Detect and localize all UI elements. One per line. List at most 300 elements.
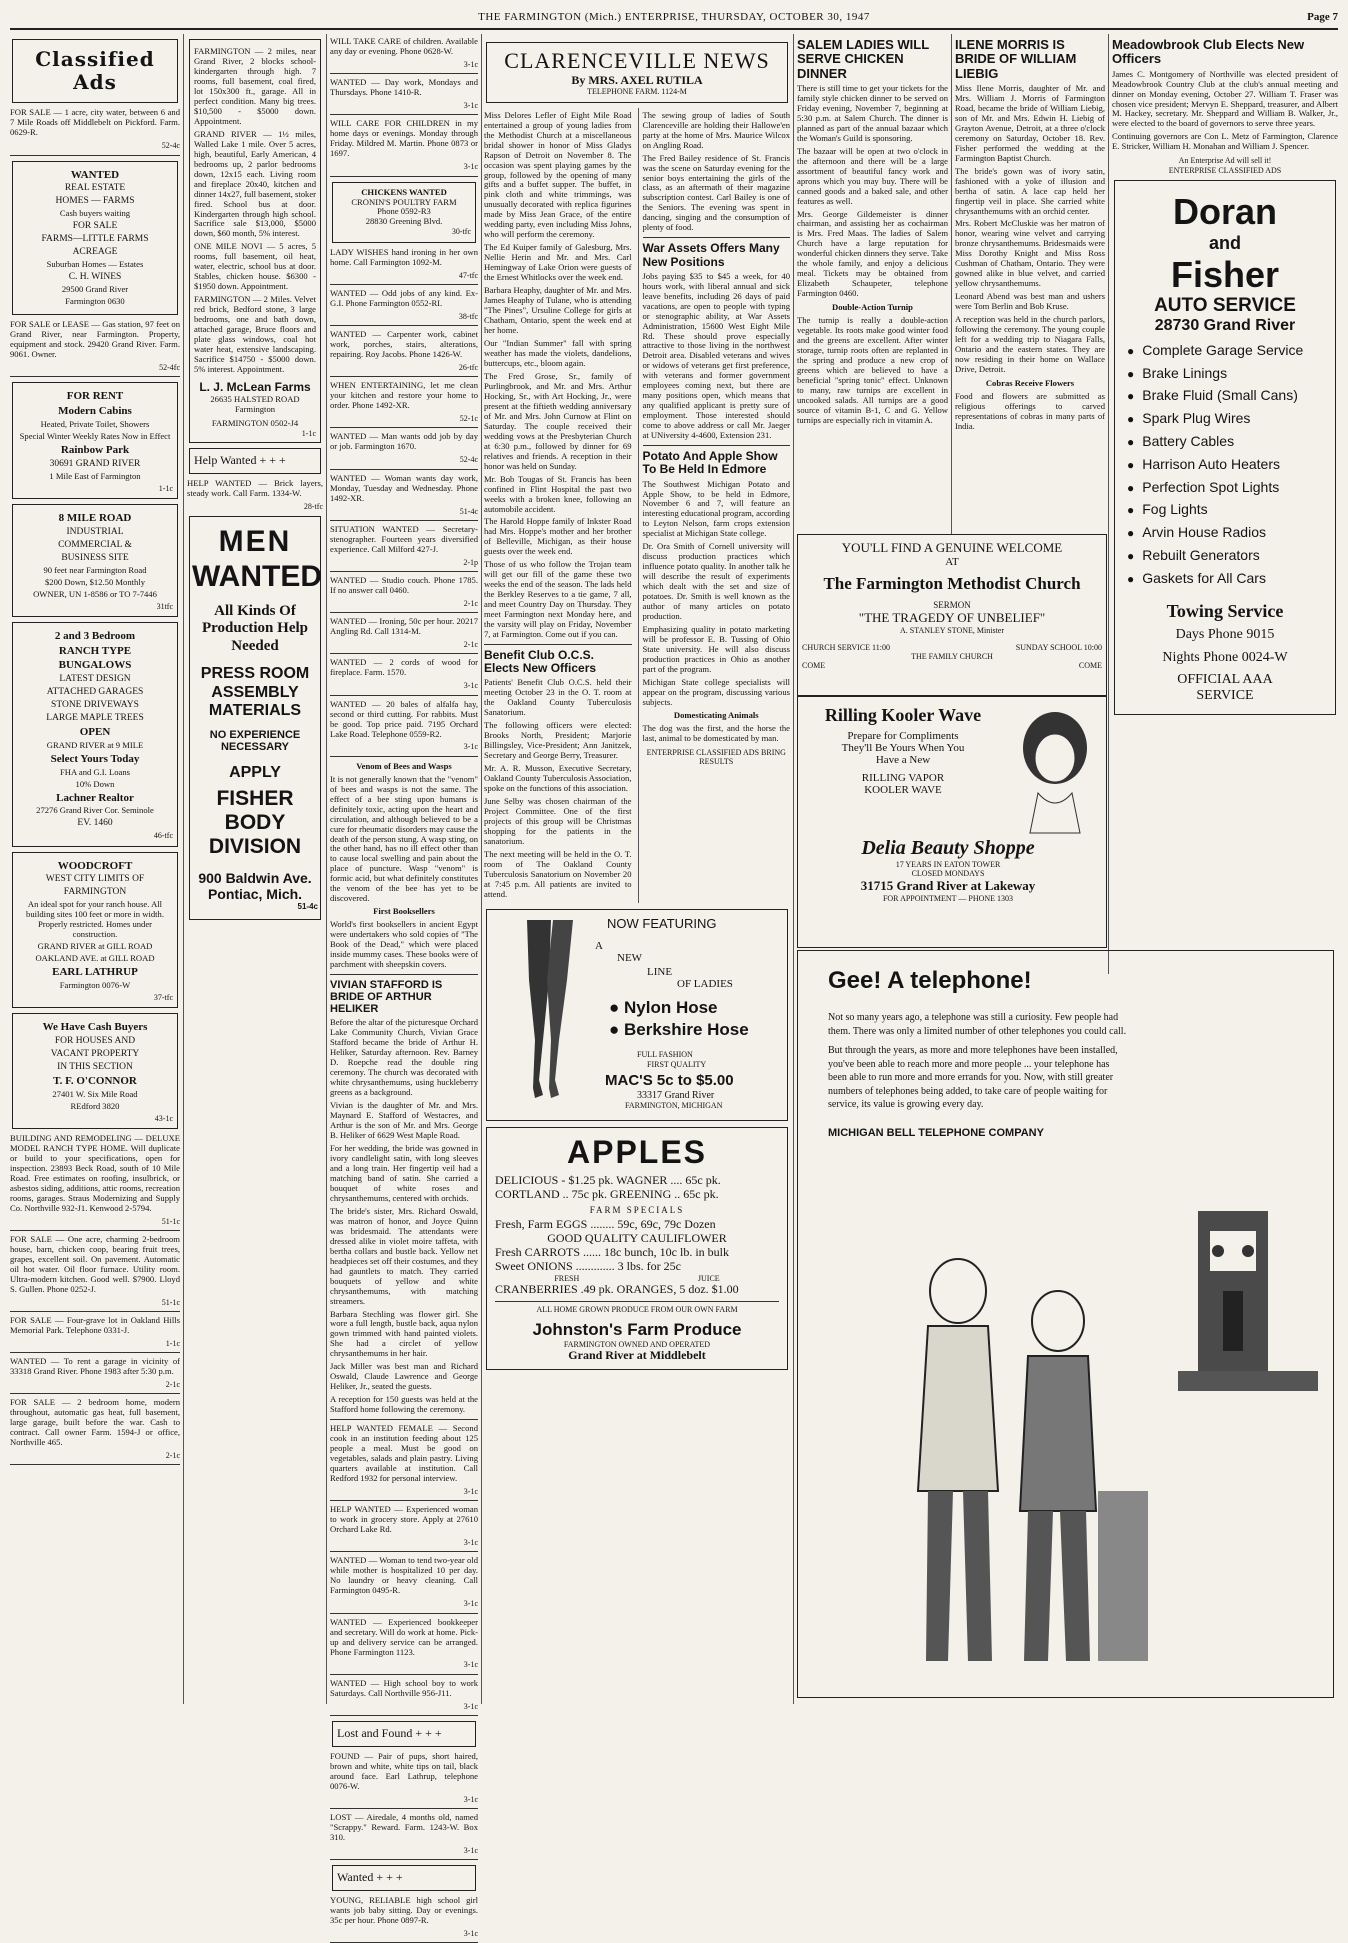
classified-ad-sig: 1-1c [165, 1338, 180, 1348]
divider [10, 1393, 180, 1394]
classified-display-line: BUNGALOWS [58, 659, 132, 672]
meadowbrook-headline: Meadowbrook Club Elects New Officers [1112, 37, 1305, 67]
doran-l4: AUTO SERVICE [1154, 295, 1296, 317]
vivian-paragraph: The bride's sister, Mrs. Richard Oswald, was matron of honor, and Joyce Quinn was bridesmaid. The attendants were dressed alike in violet moire taffeta, with bertha collars and bustle back. Yellow net headpieces set off their costumes, and they had gauntlets to match. They carried bouquets of yellow and white chrysanthemums, with matching streamers. [330, 1205, 478, 1306]
classified-ad-sig: 52-4c [161, 141, 180, 151]
classified-display-line: 90 feet near Farmington Road [43, 564, 147, 575]
doran-service-item: ● Rebuilt Generators [1127, 547, 1329, 564]
johnstons-address: Grand River at Middlebelt [568, 1348, 706, 1363]
classified-ad-text: WHEN ENTERTAINING, let me clean your kitchen and restore your home to order. Phone 1492-XR. [330, 380, 478, 411]
vivian-paragraph: A reception for 150 guests was held at the Stafford home following the ceremony. [330, 1394, 478, 1415]
mclean-address: 26635 HALSTED ROAD [210, 393, 300, 404]
classified-display-line: COMMERCIAL & [58, 539, 132, 550]
doran-service-item: ● Gaskets for All Cars [1127, 570, 1329, 587]
turnip-title: Double-Action Turnip [832, 302, 913, 313]
aaa-l2: SERVICE [1196, 688, 1254, 704]
classified-display-line: FHA and G.I. Loans [60, 766, 130, 777]
turnip-text: The turnip is really a double-action vegetable. Its roots make good winter food and the greens are excellent. After winter storage, turnip roots often are replanted in the spring and produce a new crop of greens which are believed to have a beneficial "spring tonic" effect. Unknown to many, raw turnips are excellent in uncooked salads. All turnips are a good source of vitamin B-1, C and G. Yellow turnips are especially rich in vitamin A. [797, 315, 948, 425]
classified-ad [330, 37, 478, 74]
classified-display-ad [12, 852, 178, 1009]
classified-ad-text: WANTED — To rent a garage in vicinity of 33318 Grand River. Phone 1983 after 5:30 p.m. [10, 1356, 180, 1377]
ilene-column [955, 34, 1105, 534]
johnstons-name: Johnston's Farm Produce [532, 1320, 742, 1340]
mclean-city: Farmington [234, 403, 276, 414]
column-rule [481, 34, 482, 1704]
classified-ad [330, 330, 478, 377]
clarenceville-paragraph: The Harold Hoppe family of Inkster Road had Mrs. Hoppe's mother and her brother of Belleville, Michigan, as their house guests over the week end. [484, 516, 632, 557]
classified-ad-sig: 51-4c [459, 506, 478, 516]
classified-ad-text: FOR SALE — 2 bedroom home, modern throughout, automatic gas heat, full basement, large garage, built before the war. Cash to contract. Call owner Farm. 1594-J or office, Northville 465. [10, 1397, 180, 1448]
classified-display-line: FOR SALE [72, 221, 118, 232]
classified-display-line: Heated, Private Toilet, Showers [40, 418, 150, 429]
classified-ad [330, 700, 478, 757]
church-school: SUNDAY SCHOOL 10:00 [1015, 643, 1102, 652]
lost-found-ads [330, 1752, 478, 1860]
classified-ad-sig: 51-1c [161, 1297, 180, 1307]
vivian-paragraph: For her wedding, the bride was gowned in ivory candlelight satin, with long sleeves and a long train. Her fingertip veil had a matching band of satin. She carried a bouquet of white roses and chrysanthemums, centered with orchids. [330, 1143, 478, 1203]
booksellers-text: World's first booksellers in ancient Egypt were undertakers who sold copies of "The Book of the Dead," which were placed inside mummy cases. These books were of parchment with sheepskin covers. [330, 919, 478, 970]
apples-row2: CORTLAND .. 75c pk. GREENING .. 65c pk. [495, 1186, 719, 1201]
fisher-sig: 51-4c [297, 902, 318, 912]
classified-display-line: 30691 GRAND RIVER [49, 458, 141, 469]
meadowbrook-column [1112, 34, 1338, 974]
apples-row4: GOOD QUALITY CAULIFLOWER [547, 1231, 727, 1246]
classified-display-line: REAL ESTATE [64, 183, 126, 194]
potato-paragraph: Dr. Ora Smith of Cornell university will discuss production practices which influence potato quality. In another talk he will describe the result of experiments which dealt with the set and size of potatoes. Dr. Smith is well known as the author of many articles on potato production. [642, 541, 790, 622]
classified-ad-text: WANTED — Carpenter work, cabinet work, porches, stairs, alterations, repairing. Roy Jacobs. Phone 1426-W. [330, 329, 478, 360]
classified-display-line: FARMINGTON [63, 887, 127, 898]
classified-ad-sig: 26-tfc [458, 363, 478, 372]
classified-ad [330, 248, 478, 285]
benefit-paragraph: Mr. A. R. Musson, Executive Secretary, Oakland County Tuberculosis Association, spoke on the functions of this association. [484, 763, 632, 794]
clarenceville-column [484, 34, 790, 1704]
classified-display-line: OAKLAND AVE. at GILL ROAD [35, 953, 155, 964]
apples-row7: CRANBERRIES .49 pk. ORANGES, 5 doz. $1.00 [495, 1282, 739, 1297]
classified-ad-text: LADY WISHES hand ironing in her own home. Call Farmington 1092-M. [330, 246, 478, 267]
church-minister: A. STANLEY STONE, Minister [899, 626, 1005, 635]
benefit-paragraph: The next meeting will be held in the O. T. room of The Oakland County Tuberculosis Sanatorium on November 20 at 7:45 p.m. All patients are invited to attend. [484, 848, 632, 899]
wanted-ads [330, 1896, 478, 1943]
classified-display-line: GRAND RIVER at 9 MILE [46, 739, 144, 750]
classified-ad-sig: 37-tfc [153, 992, 173, 1002]
divider [10, 1352, 180, 1353]
salem-story [797, 84, 948, 299]
divider [330, 695, 478, 696]
lost-found-header: Lost and Found + + + [332, 1721, 476, 1747]
classified-ad-sig: 52-1c [459, 414, 478, 424]
divider [330, 469, 478, 470]
apples-title: APPLES [566, 1133, 708, 1170]
classified-display-line: Modern Cabins [58, 405, 132, 418]
classified-display-line: FARMS—LITTLE FARMS [41, 234, 149, 245]
michigan-bell-ad [797, 950, 1334, 1698]
divider [330, 1674, 478, 1675]
apples-row6: Sweet ONIONS ............. 3 lbs. for 25c [495, 1258, 681, 1273]
delia-closed: CLOSED MONDAYS [911, 869, 985, 878]
apples-note: ALL HOME GROWN PRODUCE FROM OUR OWN FARM [495, 1301, 779, 1314]
classified-ad-text: BUILDING AND REMODELING — DELUXE MODEL RANCH TYPE HOME. Will duplicate or build to your specifications, open for inspection. 23893 Beck Road, south of 10 Mile Road. Free estimates on roofing, insulbrick, or asbestos siding, additions, attic rooms, recreation rooms, garages. Straus Modernizing and Supply Co. Northville 932-J1. Kenwood 2-5794. [10, 1132, 180, 1213]
classified-ad [330, 1813, 478, 1860]
potato-paragraph: Emphasizing quality in potato marketing will be professor E. B. Tussing of Ohio State university. He will also discuss production practices in Ohio as another part of the program. [642, 624, 790, 674]
classified-ad [330, 1505, 478, 1552]
classified-ad-text: WANTED — Odd jobs of any kind. Ex-G.I. Phone Farmington 0552-RI. [330, 287, 478, 308]
ilene-paragraph: A reception was held in the church parlors, following the ceremony. The young couple left for a wedding trip to Niagara Falls, Ontario and the eastern states. They are now residing in their home on Wallace Drive, Detroit. [955, 314, 1105, 375]
divider [330, 974, 478, 975]
macs-l1: NOW FEATURING [607, 915, 717, 931]
divider [10, 155, 180, 156]
church-come-left: COME [802, 661, 826, 670]
clarenceville-paragraph: Barbara Heaphy, daughter of Mr. and Mrs. James Heaphy of Tulane, who is attending "The Pines", Ursuline College for girls at Chatham, Ontario, spent the week end at her home. [484, 285, 632, 336]
macs-name: MAC'S 5c to $5.00 [605, 1071, 734, 1089]
classified-ad-sig: 3-1c [463, 59, 478, 69]
divider [643, 445, 791, 446]
fisher-l2: WANTED [192, 559, 322, 593]
classified-display-line: Suburban Homes — Estates [46, 259, 144, 270]
help-ad-sig: 28-tfc [303, 501, 323, 511]
fresh-label: FRESH [554, 1273, 580, 1283]
church-sermon-title: "THE TRAGEDY OF UNBELIEF" [858, 610, 1046, 625]
macs-f1: FULL FASHION [637, 1049, 693, 1059]
classified-ad-text: WANTED — Experienced bookkeeper and secretary. Will do work at home. Pick-up and delivery service can be arranged. Phone Farmington 1123. [330, 1616, 478, 1657]
clarenceville-left [484, 108, 632, 903]
apples-row5: Fresh CARROTS ...... 18c bunch, 10c lb. in bulk [495, 1244, 729, 1259]
enterprise-tag2: ENTERPRISE CLASSIFIED ADS [1168, 165, 1282, 175]
meadowbrook-story [1112, 70, 1338, 153]
church-l2: AT [945, 556, 959, 568]
column-rule [183, 34, 184, 1704]
ilene-paragraph: Mrs. Robert McCluskie was her matron of honor, wearing wine velvet and carrying bronze chrysanthemums. Bridesmaids were Miss Dorothy Knight and Miss Ross Cushman of Chatham, Ontario. They were gowned alike in blue velvet, and carried yellow chrysanthemums. [955, 218, 1105, 289]
classified-display-line: LARGE MAPLE TREES [46, 713, 144, 724]
classified-ad-sig: 3-1c [463, 1538, 478, 1548]
domestic-text: The dog was the first, and the horse the last, animal to be domesticated by man. [642, 722, 790, 743]
salem-column [797, 34, 948, 534]
classified-ad-sig: 3-1c [463, 742, 478, 752]
church-come-right: COME [1078, 661, 1102, 670]
clarenceville-paragraph: Mr. Bob Tougas of St. Francis has been confined in Flint Hospital the past two weeks with a broken knee, following an automobile accident. [484, 473, 632, 514]
clarenceville-right [638, 108, 791, 903]
divider [330, 284, 478, 285]
towing-service: Towing Service [1166, 600, 1284, 621]
mclean-ad [189, 39, 321, 443]
benefit-headline: Benefit Club O.C.S. Elects New Officers [484, 648, 597, 676]
doran-l2: and [1208, 232, 1241, 253]
classified-ad-sig: 43-1c [154, 1113, 173, 1123]
classified-ad [330, 474, 478, 521]
classified-display-line: Select Yours Today [50, 752, 140, 765]
classified-display-line: Farmington 0630 [65, 296, 125, 307]
classified-display-line: 29500 Grand River [61, 284, 129, 295]
clarenceville-right-paras [643, 111, 791, 234]
fisher-l4: Production Help [202, 620, 308, 637]
johnstons-produce-ad [486, 1127, 788, 1370]
classified-ad-sig: 31tfc [156, 601, 173, 611]
fisher-l12: FISHER BODY [216, 786, 294, 834]
classified-ad-sig: 2-1c [165, 1451, 180, 1461]
classified-display-line: OPEN [79, 726, 111, 739]
fisher-l11: APPLY [229, 764, 281, 782]
classified-display-line: Lachner Realtor [56, 791, 134, 804]
divider [330, 176, 478, 177]
classified-display-line: Rainbow Park [60, 443, 130, 456]
divider [330, 1715, 478, 1716]
classified-display-line: EARL LATHRUP [52, 966, 138, 979]
divider [330, 653, 478, 654]
classified-ad [330, 432, 478, 469]
classified-display-line: FOR RENT [66, 390, 124, 403]
divider [330, 376, 478, 377]
divider [643, 237, 791, 238]
meadowbrook-paragraph: Continuing governors are Con L. Metz of Farmington, Clarence E. Stricker, William H. Monahan and William J. Spencer. [1112, 131, 1338, 152]
classified-ad-text: HELP WANTED — Experienced woman to work in grocery store. Apply at 27610 Orchard Lake Rd. [330, 1504, 478, 1535]
divider [330, 520, 478, 521]
classified-display-line: T. F. O'CONNOR [53, 1074, 137, 1087]
classified-ad [330, 525, 478, 572]
classified-display-line: EV. 1460 [77, 818, 113, 829]
fisher-l13: DIVISION [208, 835, 302, 859]
classified-ad-sig: 3-1c [463, 101, 478, 111]
classified-display-line: VACANT PROPERTY [50, 1048, 140, 1059]
fisher-l6: PRESS ROOM [200, 664, 310, 682]
juice-label: JUICE [697, 1273, 720, 1283]
church-times [802, 643, 1102, 652]
vivian-paragraph: Jack Miller was best man and Richard Oswald, Claude Lawrence and George Heliker, Jr., seated the guests. [330, 1361, 478, 1392]
classified-ad-sig: 3-1c [463, 1845, 478, 1855]
help-wanted-header: Help Wanted + + + [189, 448, 321, 474]
classified-ad [330, 289, 478, 326]
divider [330, 427, 478, 428]
church-service: CHURCH SERVICE 11:00 [802, 643, 890, 652]
clarenceville-title: CLARENCEVILLE NEWS [504, 48, 770, 73]
classified-ad-text: WANTED — Man wants odd job by day or job. Farmington 1670. [330, 431, 478, 452]
fisher-l8: MATERIALS [208, 702, 302, 720]
classified-display-line: Special Winter Weekly Rates Now in Effect [19, 430, 171, 441]
wanted-ads-mid [330, 248, 478, 757]
classified-ad [330, 1896, 478, 1943]
war-assets-headline: War Assets Offers Many New Positions [642, 241, 780, 269]
divider [10, 1311, 180, 1312]
methodist-church-ad [797, 534, 1107, 696]
doran-service-item: ● Fog Lights [1127, 501, 1329, 518]
vivian-paragraph: Vivian is the daughter of Mr. and Mrs. Maynard E. Stafford of Westacres, and Arthur is the son of Mr. and Mrs. George B. Heliker of 6629 West Maple Road. [330, 1100, 478, 1141]
classified-ad-sig: 52-4fc [159, 363, 180, 373]
classified-ad [330, 658, 478, 695]
classified-display-line: 27401 W. Six Mile Road [52, 1088, 138, 1099]
fisher-l1: MEN [218, 525, 292, 559]
stocking-legs-illustration [497, 920, 587, 1110]
delia-l5: RILLING VAPOR [861, 772, 945, 784]
delia-appt: FOR APPOINTMENT — PHONE 1303 [882, 894, 1014, 903]
classified-display-line: STONE DRIVEWAYS [51, 700, 139, 711]
delia-l6: KOOLER WAVE [864, 784, 942, 796]
classified-display-line: ATTACHED GARAGES [46, 687, 144, 698]
clarenceville-body [484, 108, 790, 903]
delia-years: 17 YEARS IN EATON TOWER [895, 860, 1001, 869]
column-rule [951, 34, 952, 534]
classified-display-line: 8 MILE ROAD [58, 511, 132, 524]
fisher-l15: Pontiac, Mich. [207, 885, 303, 902]
clarenceville-paragraph: The Ed Kuiper family of Galesburg, Mrs. Nellie Herin and Mr. and Mrs. Carl Hemingway of Lake Orion were guests of the Ernest Whitlocks over the week end. [484, 242, 632, 283]
classified-title: Classified Ads [35, 47, 155, 95]
chickens-wanted-ad [332, 182, 476, 243]
cobra-title: Cobras Receive Flowers [985, 378, 1075, 389]
classified-display-line: IN THIS SECTION [57, 1061, 133, 1072]
delia-beauty-ad [797, 696, 1107, 948]
doran-fisher-ad [1114, 180, 1336, 716]
meadowbrook-paragraph: James C. Montgomery of Northville was elected president of Meadowbrook Country Club at the club's annual meeting and dinner on Monday evening, October 27. William T. Fraser was chosen vice president; Mervyn E. Sheppard, treasurer, and Albert M. Hackey, secretary. Mr. Sheppard and William B. Walker, Jr., were elected to the board of governors to serve three years. [1112, 68, 1338, 129]
classified-display-line: WOODCROFT [57, 859, 133, 872]
clarenceville-byline: By MRS. AXEL RUTILA [571, 72, 703, 87]
classified-display-line: ACREAGE [72, 247, 118, 258]
vivian-story [330, 1018, 478, 1943]
macs-l4: LINE [647, 965, 673, 978]
classified-ad-text: FOR SALE — Four-grave lot in Oakland Hills Memorial Park. Telephone 0331-J. [10, 1314, 180, 1335]
cobra-text: Food and flowers are submitted as religious offerings to carved representations of cobras in many parts of India. [955, 390, 1105, 431]
classified-display-line: WEST CITY LIMITS OF [45, 874, 145, 885]
classified-ad-sig: 3-1c [463, 1487, 478, 1497]
fisher-l3: All Kinds Of [214, 602, 296, 619]
classified-ad-sig: 2-1c [463, 598, 478, 608]
church-sermon: SERMON [933, 600, 971, 610]
apples-row3: Fresh, Farm EGGS ........ 59c, 69c, 79c Dozen [495, 1217, 716, 1232]
classified-display-ad [12, 622, 178, 847]
johnstons-owned: FARMINGTON OWNED AND OPERATED [563, 1339, 711, 1349]
fisher-body-ad [189, 516, 321, 920]
ecads-tag: ENTERPRISE CLASSIFIED ADS BRING RESULTS [646, 747, 786, 767]
doran-service-item: ● Complete Garage Service [1127, 342, 1329, 359]
mclean-listing: GRAND RIVER — 1½ miles, Walled Lake 1 mile. Over 5 acres, high, beautiful, Early American, 4 bedrooms up, 2 parlor bedrooms down, 12x15 each. Living room and fireplace 20x40, kitchen and dinner 14x27, full basement, stoker fired. School bus at door. Kindergarten through high school. Sacrifice sale $13,000, $5000 down, $60 month, 5% interest. [194, 128, 316, 239]
salem-paragraph: Mrs. George Gildemeister is dinner chairman, and assisting her as cochairman is Mrs. Fred Maas. The ladies of Salem Church have a large reputation for wonderful chicken dinners they serve. Take the whole family, and enjoy a delicious meal. Tickets may be obtained from Elizabeth Schaupeter, telephone Farmington 0460. [797, 208, 948, 299]
divider [330, 1808, 478, 1809]
bell-p2: But through the years, as more and more telephones have been installed, you've been able to reach more and more people ... your telephone has been able to run more and more errands for you. Now, with still greater numbers of telephones being added, to take care of people waiting for service, its value is growing every day. [828, 1045, 1118, 1110]
classified-ad-text: WANTED — 2 cords of wood for fireplace. Farm. 1570. [330, 657, 478, 678]
macs-item: ● Nylon Hose [609, 997, 718, 1017]
classified-display-line: 2 and 3 Bedroom [54, 629, 136, 642]
classified-ad [330, 1752, 478, 1809]
classified-ad-text: WANTED — Studio couch. Phone 1785. If no answer call 0460. [330, 574, 478, 595]
classified-ad [330, 381, 478, 428]
classified-ad-sig: 3-1c [463, 1660, 478, 1670]
chickens-l3: Phone 0592-R3 [377, 206, 431, 217]
clarenceville-left-paras [484, 111, 632, 640]
mclean-phone: FARMINGTON 0502-J4 [211, 417, 299, 428]
classified-display-line: C. H. WINES [68, 272, 122, 283]
macs-l2: A [595, 939, 603, 952]
masthead [10, 6, 1338, 30]
ilene-paragraph: The bride's gown was of ivory satin, fashioned with a yoke of illusion and bertha of satin. A lace cap held her fingertip veil in place. She carried white chrysanthemums with an orchid center. [955, 165, 1105, 216]
classified-ad-sig: 2-1c [463, 640, 478, 650]
classified-column [10, 34, 180, 1704]
doran-service-item: ● Battery Cables [1127, 433, 1329, 450]
salem-headline: SALEM LADIES WILL SERVE CHICKEN DINNER [797, 37, 929, 81]
vivian-paragraph: Before the altar of the picturesque Orchard Lake Community Church, Vivian Grace Stafford became the bride of Arthur H. Heliker, Saturday afternoon. Rev. Barney D. Roepche read the double ring ceremony. The church was decorated with white chrysanthemums, using huckleberry greens as a background. [330, 1017, 478, 1098]
vivian-paragraph: Barbara Stechling was flower girl. She wore a full length, bustle back, aqua nylon gown trimmed with hand painted violets. She had a circlet of yellow chrysanthemums in her hair. [330, 1308, 478, 1359]
macs-l5: OF LADIES [677, 977, 733, 990]
fisher-l5: Needed [231, 637, 279, 654]
macs-address: 33317 Grand River [637, 1089, 715, 1101]
vivian-headline: VIVIAN STAFFORD IS BRIDE OF ARTHUR HELIKER [330, 979, 443, 1016]
newspaper-page [10, 6, 1338, 1938]
classified-ad [330, 617, 478, 654]
apples-row1: DELICIOUS - $1.25 pk. WAGNER .... 65c pk. [495, 1172, 721, 1187]
macs-item: ● Berkshire Hose [609, 1019, 749, 1039]
realestate-column [187, 34, 323, 1704]
classified-display-ad [12, 504, 178, 617]
classified-ad-text: FOR SALE or LEASE — Gas station, 97 feet on Grand River, near Farmington. Property, equipment and stock. 29420 Grand River. Farm. 9061. Owner. [10, 319, 180, 360]
divider [10, 1464, 180, 1465]
classified-ad [330, 78, 478, 115]
classified-display-line: LATEST DESIGN [59, 674, 131, 685]
benefit-paragraph: Patients' Benefit Club O.C.S. held their meeting October 23 in the O. T. room at the Oakland County Tuberculosis Sanatorium. [484, 677, 632, 718]
classified-ad-text: WANTED — Ironing, 50c per hour. 20217 Angling Rd. Call 1314-M. [330, 616, 478, 637]
classified-ad-text: WILL TAKE CARE of children. Available any day or evening. Phone 0628-W. [330, 36, 478, 56]
divider [484, 644, 632, 645]
classified-ad-text: WANTED — Day work, Mondays and Thursdays. Phone 1410-R. [330, 77, 478, 98]
classified-ad [330, 1618, 478, 1675]
clarenceville-header [486, 42, 788, 103]
divider [10, 1230, 180, 1231]
delia-name: Delia Beauty Shoppe [861, 837, 1035, 859]
delia-address: 31715 Grand River at Lakeway [860, 878, 1036, 893]
wanted-column [330, 34, 478, 1938]
classified-display-line: OWNER, UN 1-8586 or TO 7-7446 [33, 588, 157, 599]
classified-ad-sig: 3-1c [463, 162, 478, 172]
classified-ad-sig: 38-tfc [458, 311, 478, 321]
clarenceville-paragraph: Our "Indian Summer" fall with spring weather has made the violets, dandelions, buttercups, etc., bloom again. [484, 338, 632, 368]
divider [330, 1613, 478, 1614]
doran-service-item: ● Brake Linings [1127, 365, 1329, 382]
help-ad-bricklayers: HELP WANTED — Brick layers, steady work. Call Farm. 1334-W. [187, 477, 323, 498]
classified-ad-text: FOR SALE — One acre, charming 2-bedroom house, barn, chicken coop, bearing fruit trees, grapes, excellent soil. On pavement. Automatic oil hot water. Oil floor furnace. Utility room. Ultra-modern kitchen. Good well. $7900. Lloyd S. Gullen. Phone 0252-J. [10, 1233, 180, 1294]
bell-copy [828, 1011, 1128, 1140]
salem-paragraph: There is still time to get your tickets for the family style chicken dinner to be served on Friday evening, November 7, beginning at 5:30 p.m. at Salem Church. The dinner is planned as part of the annual bazaar which the Woman's Guild is sponsoring. [797, 82, 948, 143]
doran-l3: Fisher [1170, 253, 1280, 295]
nights-phone: Nights Phone 0024-W [1162, 649, 1288, 665]
fisher-l7: ASSEMBLY [211, 683, 299, 701]
classified-ad-text: FOUND — Pair of pups, short haired, brown and white, white tips on tail, black around face. Earl Lathrup, telephone 0076-W. [330, 1750, 478, 1791]
wanted-header: Wanted + + + [332, 1865, 476, 1891]
potato-story [643, 480, 791, 708]
classified-ad-sig: 47-tfc [458, 270, 478, 280]
classified-ad [330, 576, 478, 613]
benefit-paragraph: The following officers were elected: Brooks North, President; Marjorie Billingsley, Vice-President; Ann Janitzek, Secretary and George Berry, Treasurer. [484, 720, 632, 761]
divider [330, 756, 478, 757]
delia-l3: They'll Be Yours When You [841, 742, 965, 754]
classified-ad [330, 1679, 478, 1716]
church-family: THE FAMILY CHURCH [911, 652, 993, 661]
classified-display-line: $200 Down, $12.50 Monthly [44, 576, 146, 587]
potato-paragraph: The Southwest Michigan Potato and Apple Show, to be held in Edmore, November 6 and 7, will feature an interesting educational program, according to Leyton Nelson, farm crops extension specialist at Michigan State college. [642, 478, 790, 539]
classified-ad [330, 119, 478, 176]
chickens-l2: CRONIN'S POULTRY FARM [351, 196, 457, 207]
potato-headline: Potato And Apple Show To Be Held In Edmore [642, 449, 778, 477]
aaa-l1: OFFICIAL AAA [1177, 671, 1273, 687]
divider [330, 612, 478, 613]
wanted-ads-top [330, 37, 478, 177]
ilene-paragraph: Miss Ilene Morris, daughter of Mr. and Mrs. William J. Morris of Farmington Road, became the bride of William Liebig, son of Mr. and Mrs. Edwin H. Liebig of Grayton Avenue, Detroit, at a three o'clock ceremony on Saturday, October 18. Rev. Fisher performed the wedding at the Farmington Baptist Church. [955, 82, 1105, 163]
classified-display-line: REdford 3820 [70, 1100, 120, 1111]
help-wanted-ads [330, 1424, 478, 1716]
classified-ad-sig: 3-1c [463, 1794, 478, 1804]
venom-title: Venom of Bees and Wasps [356, 760, 452, 771]
page-number: Page 7 [1307, 11, 1338, 23]
classified-ad-text: WANTED — Woman wants day work, Monday, Tuesday and Wednesday. Phone 1492-XR. [330, 472, 478, 503]
classified-ad-sig: 3-1c [463, 1928, 478, 1938]
column-rule [1108, 34, 1109, 974]
ilene-headline: ILENE MORRIS IS BRIDE OF WILLIAM LIEBIG [955, 37, 1077, 81]
delia-l4: Have a New [875, 754, 931, 766]
clarenceville-paragraph: The sewing group of ladies of South Clarenceville are holding their Hallowe'en party at the home of Mrs. Maurice Wilcox on Angling Road. [642, 109, 790, 150]
chickens-l1: CHICKENS WANTED [361, 186, 447, 197]
